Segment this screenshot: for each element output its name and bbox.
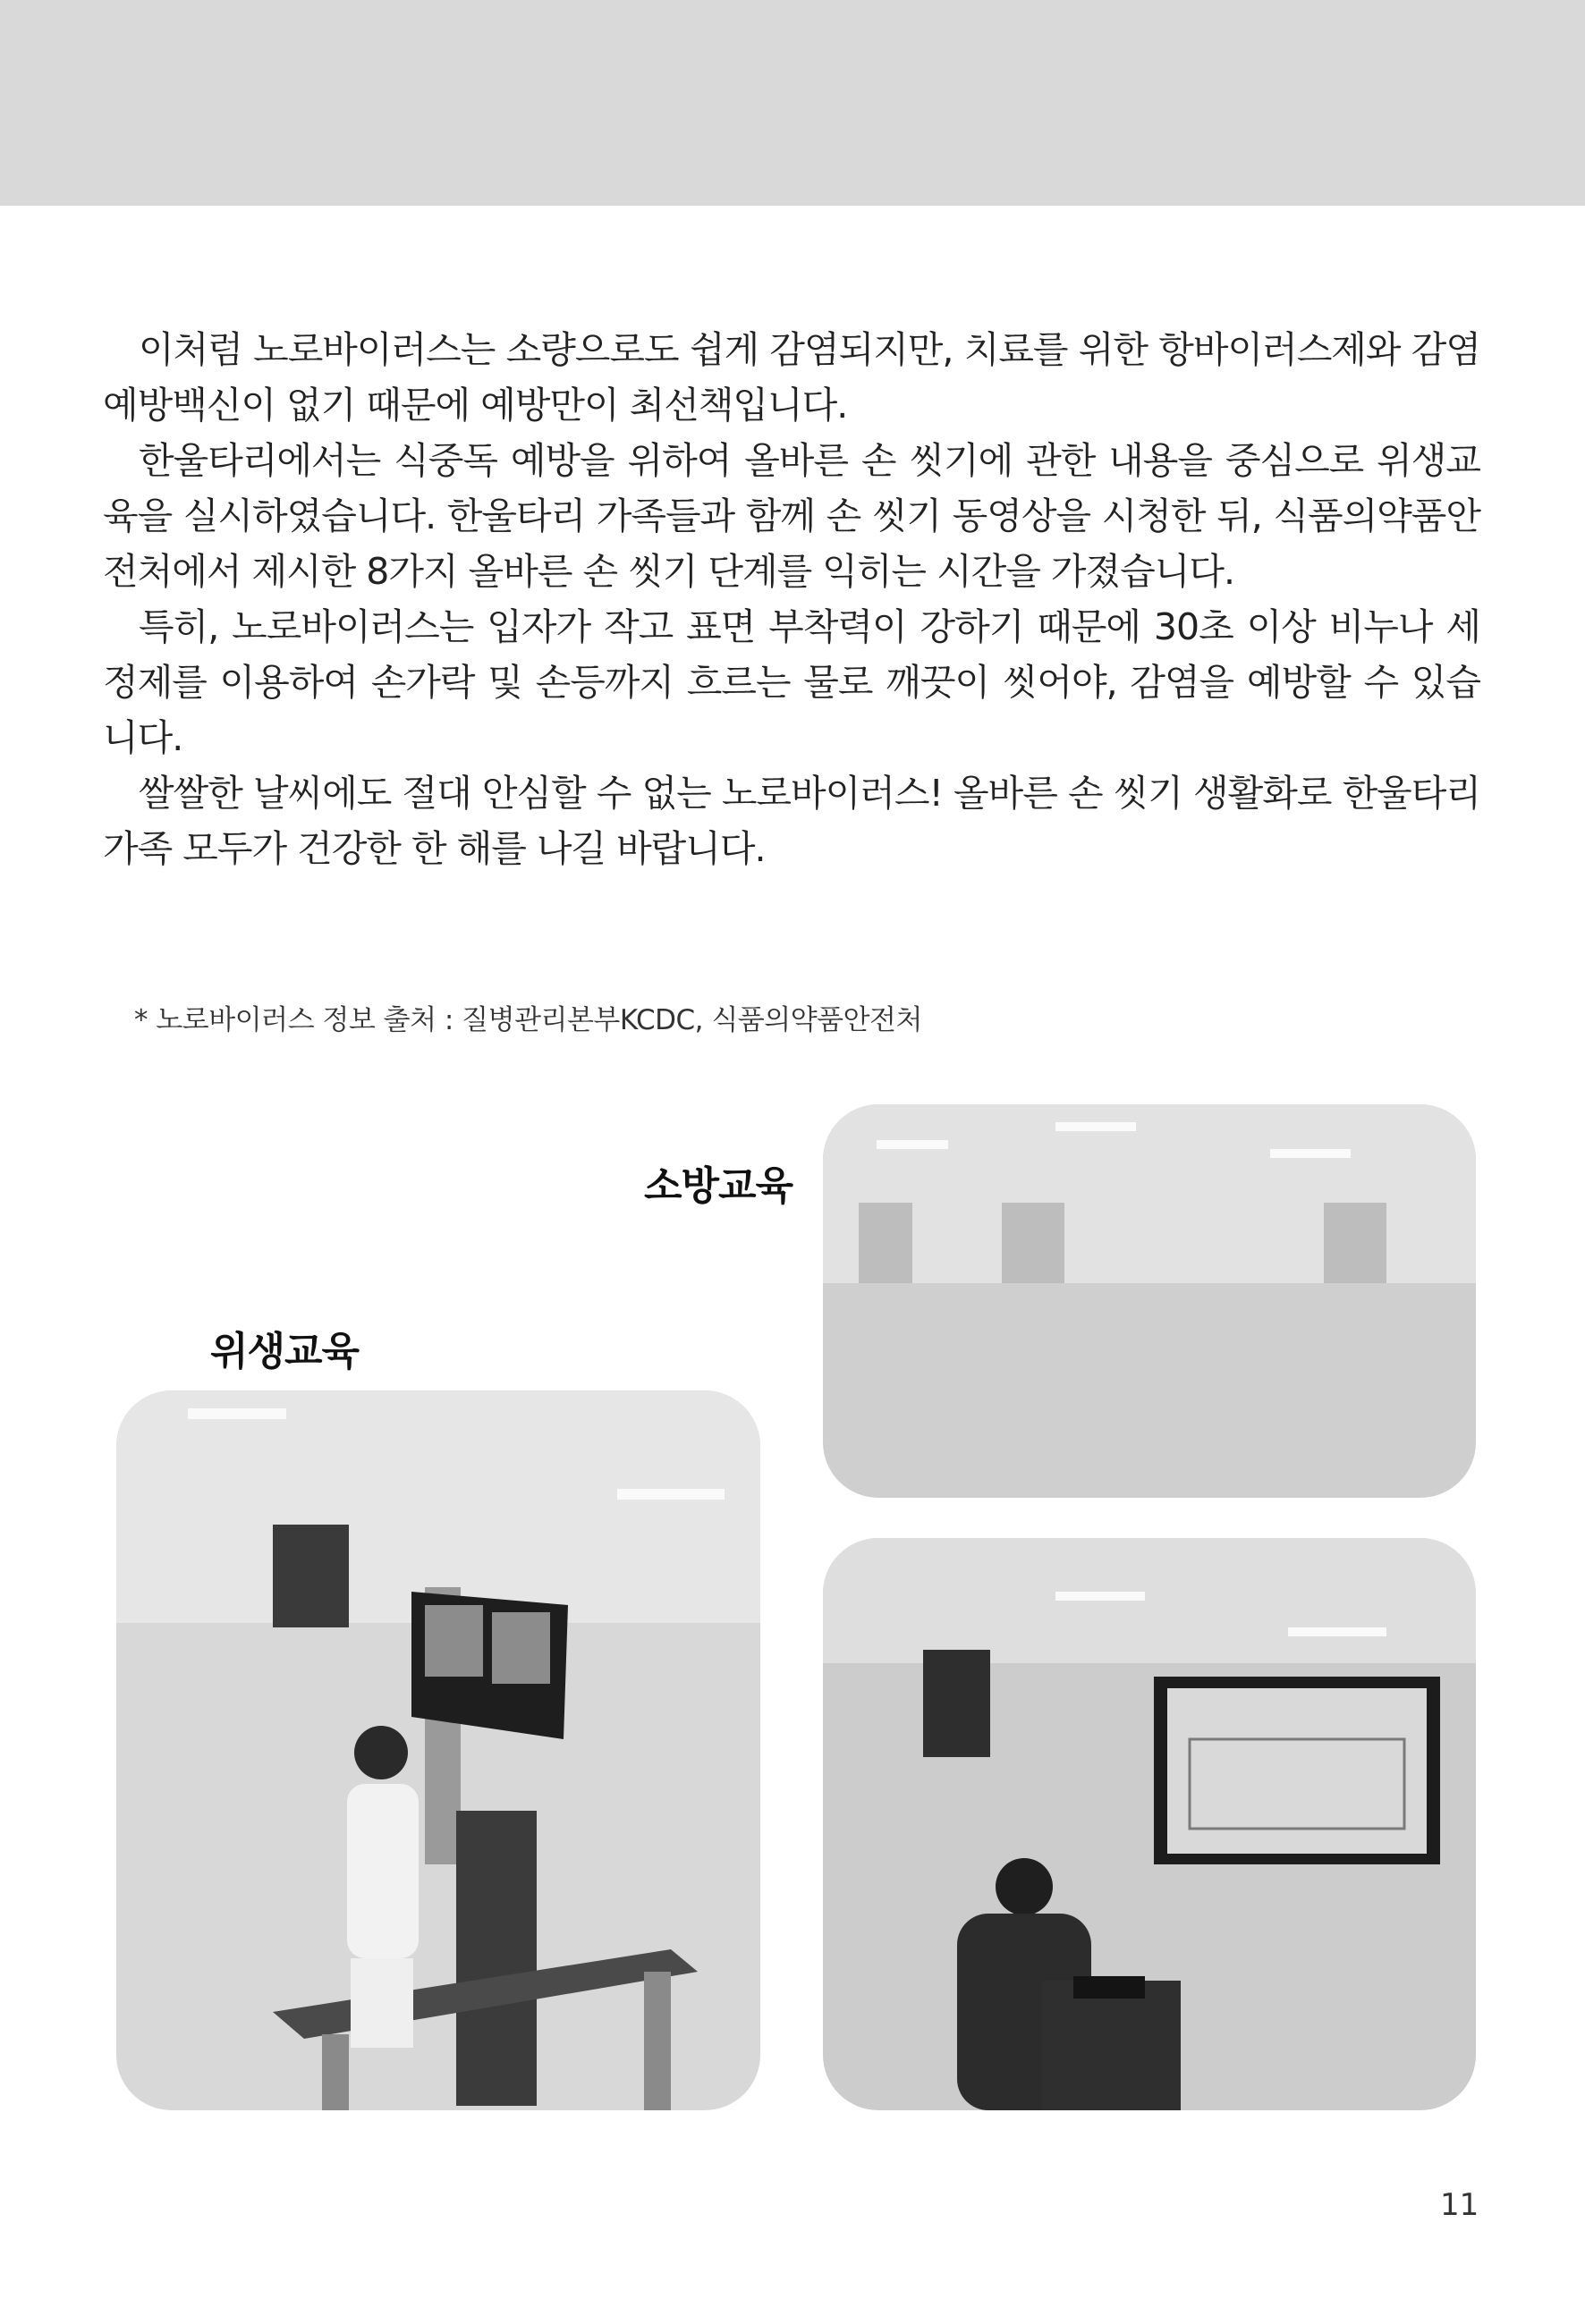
fire-education-photo xyxy=(823,1104,1476,1498)
caption-fire-education: 소방교육 xyxy=(644,1163,793,1209)
paragraph-1: 이처럼 노로바이러스는 소량으로도 쉽게 감염되지만, 치료를 위한 항바이러스제와 감염 예방백신이 없기 때문에 예방만이 최선책입니다. xyxy=(103,328,1480,427)
article-body xyxy=(103,322,1480,876)
page-number: 11 xyxy=(1440,2187,1479,2223)
paragraph-2: 한울타리에서는 식중독 예방을 위하여 올바른 손 씻기에 관한 내용을 중심으로 위생교육을 실시하였습니다. 한울타리 가족들과 함께 손 씻기 동영상을 시청한 뒤, 식품의약품안전처에서 제시한 8가지 올바른 손 씻기 단계를 익히는 시간을 가졌습니다. xyxy=(103,439,1480,593)
fire-drill-presenter-photo xyxy=(823,1538,1476,2110)
source-note: * 노로바이러스 정보 출처 : 질병관리본부KCDC, 식품의약품안전처 xyxy=(134,1004,922,1036)
paragraph-3: 특히, 노로바이러스는 입자가 작고 표면 부착력이 강하기 때문에 30초 이상 비누나 세정제를 이용하여 손가락 및 손등까지 흐르는 물로 깨끗이 씻어야, 감염을 예방할 수 있습니다. xyxy=(103,605,1480,759)
header-band xyxy=(0,0,1585,206)
paragraph-4: 쌀쌀한 날씨에도 절대 안심할 수 없는 노로바이러스! 올바른 손 씻기 생활화로 한울타리 가족 모두가 건강한 한 해를 나길 바랍니다. xyxy=(103,772,1480,870)
hygiene-education-photo xyxy=(116,1390,760,2110)
caption-hygiene-education: 위생교육 xyxy=(210,1329,360,1374)
